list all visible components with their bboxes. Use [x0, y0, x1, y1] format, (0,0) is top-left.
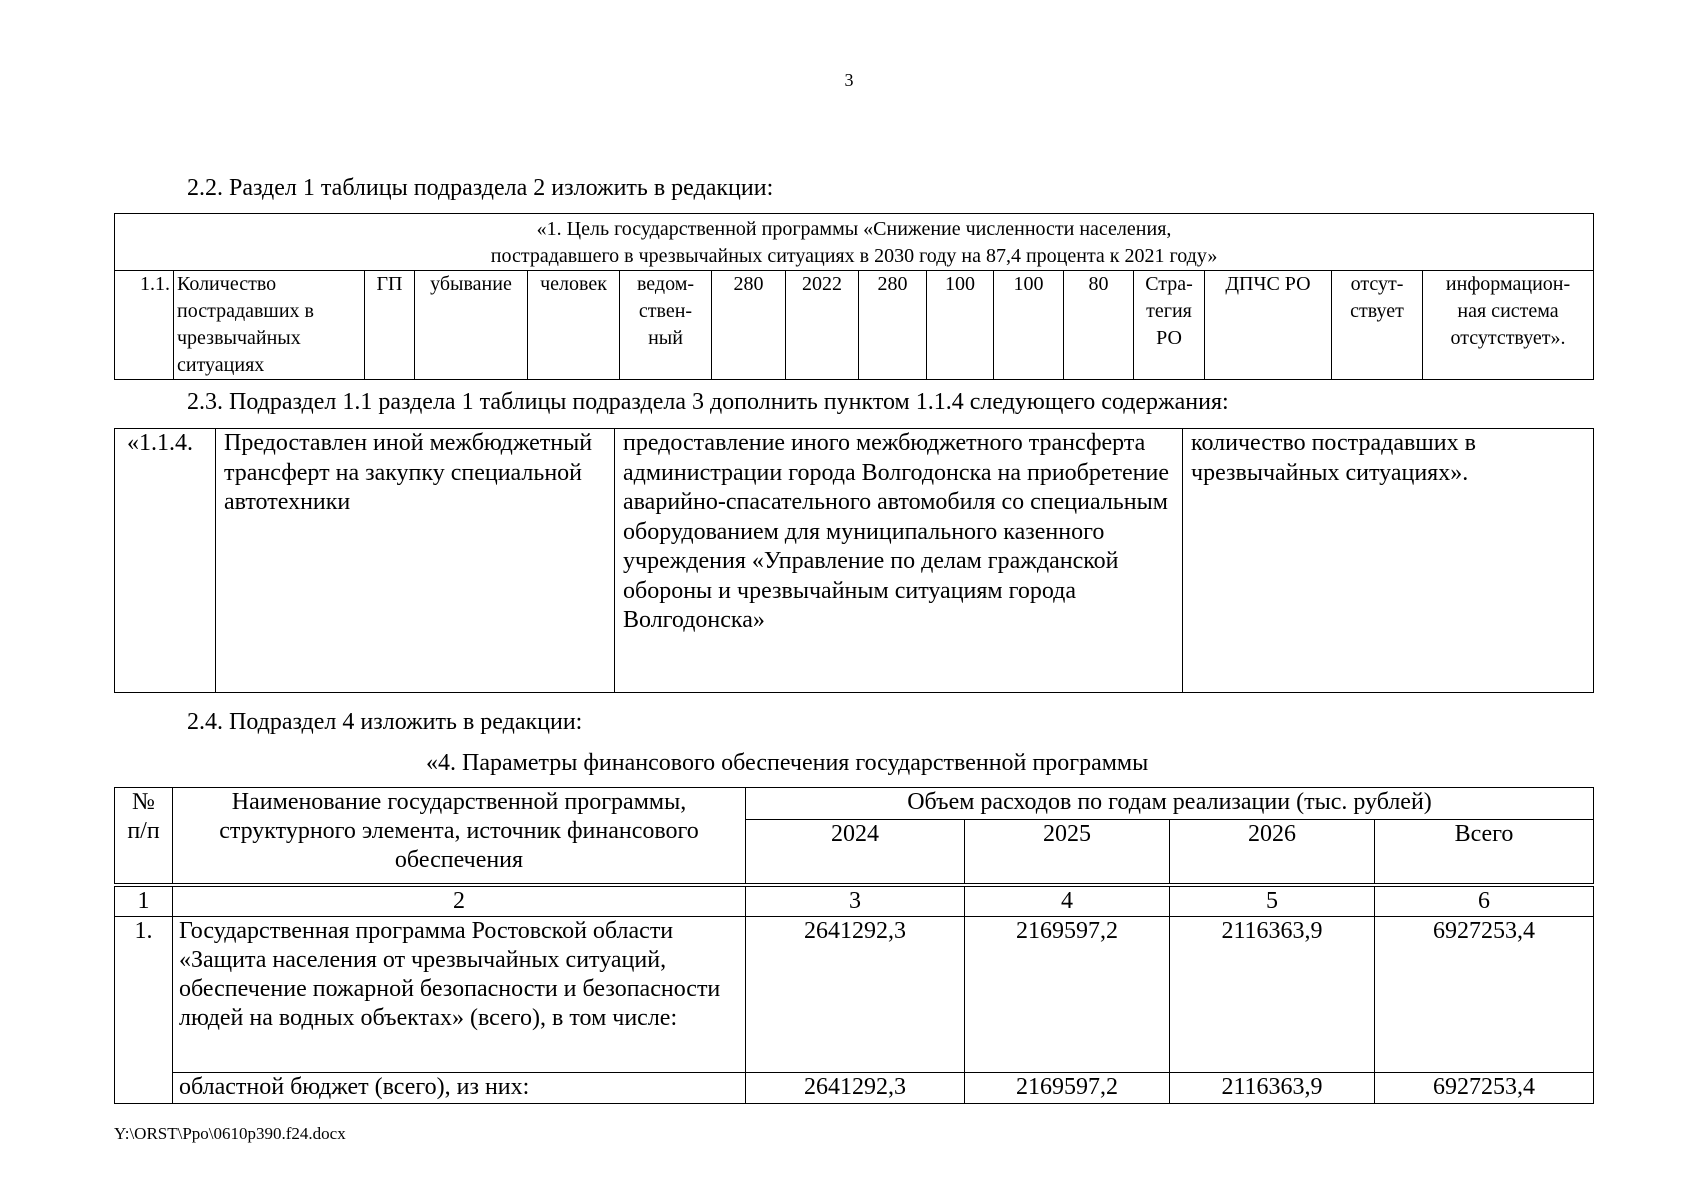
column-number: 5: [1170, 885, 1375, 917]
base-value: 280: [712, 271, 786, 380]
indicator-level: ГП: [365, 271, 415, 380]
header-year-2026: 2026: [1170, 820, 1375, 885]
value-3: 100: [994, 271, 1064, 380]
header-volume: Объем расходов по годам реализации (тыс. рублей): [746, 788, 1594, 820]
column-numbers-row: [115, 885, 1594, 917]
indicators-table: [114, 213, 1594, 380]
value-2025: 2169597,2: [965, 916, 1170, 1072]
goal-line-1: «1. Цель государственной программы «Снижение численности населения,: [536, 218, 1172, 240]
task-description: предоставление иного межбюджетного трансферта администрации города Волгодонска на приобретение аварийно-спасательного автомобиля со специальным оборудованием для муниципального казенного учреждения «Управление по делам гражданской обороны и чрезвычайным ситуациям города Волгодонска»: [615, 429, 1183, 693]
value-2024: 2641292,3: [746, 1072, 965, 1103]
task-number: «1.1.4.: [115, 429, 216, 693]
value-2026: 2116363,9: [1170, 916, 1375, 1072]
table-row: [115, 429, 1594, 693]
paragraph-2-2: 2.2. Раздел 1 таблицы подраздела 2 изложить в редакции:: [187, 175, 774, 201]
tasks-table: [114, 428, 1594, 693]
source-document: Стра- тегия РО: [1134, 271, 1205, 380]
task-name: Предоставлен иной межбюджетный трансферт на закупку специальной автотехники: [216, 429, 615, 693]
base-year: 2022: [786, 271, 859, 380]
goal-line-2: пострадавшего в чрезвычайных ситуациях в 2030 году на 87,4 процента к 2021 году»: [490, 245, 1218, 267]
column-number: 2: [173, 885, 746, 917]
column-number: 6: [1375, 885, 1594, 917]
row-name: областной бюджет (всего), из них:: [173, 1072, 746, 1103]
indicator-direction: убывание: [415, 271, 528, 380]
header-year-2025: 2025: [965, 820, 1170, 885]
value-4: 80: [1064, 271, 1134, 380]
table-row: [115, 271, 1594, 380]
footer-file-path: Y:\ORST\Ppo\0610p390.f24.docx: [114, 1124, 346, 1143]
table-row: [115, 916, 1594, 1072]
value-2025: 2169597,2: [965, 1072, 1170, 1103]
indicator-name: Количество пострадавших в чрезвычайных ситуациях: [174, 271, 365, 380]
goal-cell: [115, 214, 1594, 271]
indicator-unit: человек: [528, 271, 620, 380]
info-system: информацион- ная система отсутствует».: [1423, 271, 1594, 380]
task-indicator: количество пострадавших в чрезвычайных ситуациях».: [1183, 429, 1594, 693]
column-number: 3: [746, 885, 965, 917]
section-4-title: «4. Параметры финансового обеспечения государственной программы: [426, 750, 1149, 776]
value-2024: 2641292,3: [746, 916, 965, 1072]
value-2: 100: [927, 271, 994, 380]
value-total: 6927253,4: [1375, 1072, 1594, 1103]
row-number: 1.1.: [115, 271, 174, 380]
header-year-2024: 2024: [746, 820, 965, 885]
column-number: 4: [965, 885, 1170, 917]
finance-table: [114, 787, 1594, 1104]
column-number: 1: [115, 885, 173, 917]
value-1: 280: [859, 271, 927, 380]
page-number: 3: [844, 70, 854, 90]
header-number: № п/п: [115, 788, 173, 885]
paragraph-2-3: 2.3. Подраздел 1.1 раздела 1 таблицы подраздела 3 дополнить пунктом 1.1.4 следующего содержания:: [187, 389, 1229, 415]
value-2026: 2116363,9: [1170, 1072, 1375, 1103]
row-number: 1.: [115, 916, 173, 1103]
header-name: Наименование государственной программы, структурного элемента, источник финансового обеспечения: [173, 788, 746, 885]
indicator-type: ведом- ствен- ный: [620, 271, 712, 380]
value-total: 6927253,4: [1375, 916, 1594, 1072]
header-total: Всего: [1375, 820, 1594, 885]
responsible: ДПЧС РО: [1205, 271, 1332, 380]
paragraph-2-4: 2.4. Подраздел 4 изложить в редакции:: [187, 709, 583, 735]
link-indicator: отсут- ствует: [1332, 271, 1423, 380]
table-row: [115, 1072, 1594, 1103]
row-name: Государственная программа Ростовской области «Защита населения от чрезвычайных ситуаций, обеспечение пожарной безопасности и безопасности людей на водных объектах» (всего), в том числе:: [173, 916, 746, 1072]
